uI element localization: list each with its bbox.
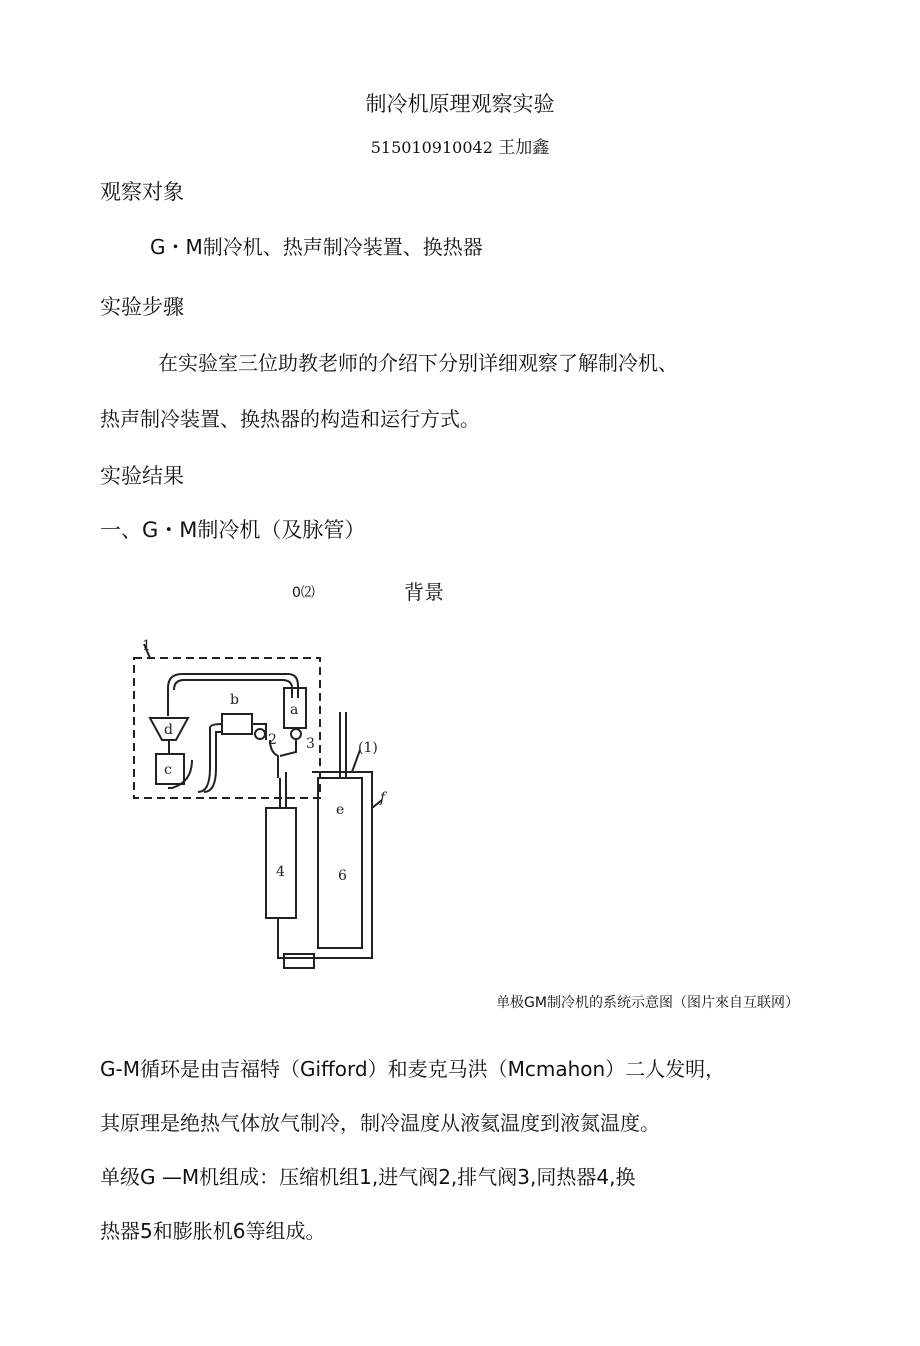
figure-label-right: 背景 xyxy=(404,580,444,604)
regenerator-4 xyxy=(266,808,296,918)
document-title: 制冷机原理观察实验 xyxy=(365,92,555,116)
component-b xyxy=(222,714,252,734)
body-paragraph-4: 热器5和膨胀机6等组成。 xyxy=(100,1219,326,1243)
student-id: 515010910042 xyxy=(370,138,493,157)
valve-3 xyxy=(291,729,301,739)
label-paren-1: (1) xyxy=(358,740,378,756)
heading-steps: 实验步骤 xyxy=(100,295,184,319)
author-name: 王加鑫 xyxy=(498,138,550,158)
label-a: a xyxy=(290,702,299,718)
subheading-gm: 一、G・M制冷机（及脉管） xyxy=(100,518,366,542)
label-1: 1 xyxy=(142,638,151,654)
steps-line-2: 热声制冷装置、换热器的构造和运行方式。 xyxy=(100,407,480,431)
heading-observe: 观察对象 xyxy=(100,180,184,204)
steps-line-1: 在实验室三位助教老师的介绍下分别详细观察了解制冷机、 xyxy=(158,351,678,375)
pipe-bottom xyxy=(198,724,222,792)
label-c: c xyxy=(164,762,172,778)
label-d: d xyxy=(164,722,173,738)
gm-refrigerator-diagram xyxy=(120,628,410,978)
body-paragraph-3: 单级G —M机组成：压缩机组1,进气阀2,排气阀3,同热器4,换 xyxy=(100,1165,636,1189)
heading-results: 实验结果 xyxy=(100,464,184,488)
author-line xyxy=(0,133,920,158)
label-f: f xyxy=(380,790,386,806)
label-4: 4 xyxy=(276,864,285,880)
label-e: e xyxy=(336,802,345,818)
figure-label xyxy=(0,576,920,606)
body-paragraph-2: 其原理是绝热气体放气制冷，制冷温度从液氦温度到液氮温度。 xyxy=(100,1111,660,1135)
valve-2 xyxy=(255,729,265,739)
label-b: b xyxy=(230,692,239,708)
observe-content: G・M制冷机、热声制冷装置、换热器 xyxy=(150,235,483,259)
label-2: 2 xyxy=(268,732,277,748)
label-3: 3 xyxy=(306,736,315,752)
label-6: 6 xyxy=(338,868,347,884)
figure-label-left: 0⑵ xyxy=(292,585,315,601)
body-paragraph-1: G-M循环是由吉福特（Gifford）和麦克马洪（Mcmahon）二人发明， xyxy=(100,1057,726,1081)
vessel-f xyxy=(278,772,372,958)
figure-caption: 单极GM制冷机的系统示意图（图片來自互联网） xyxy=(496,995,799,1011)
base-block xyxy=(284,954,314,968)
